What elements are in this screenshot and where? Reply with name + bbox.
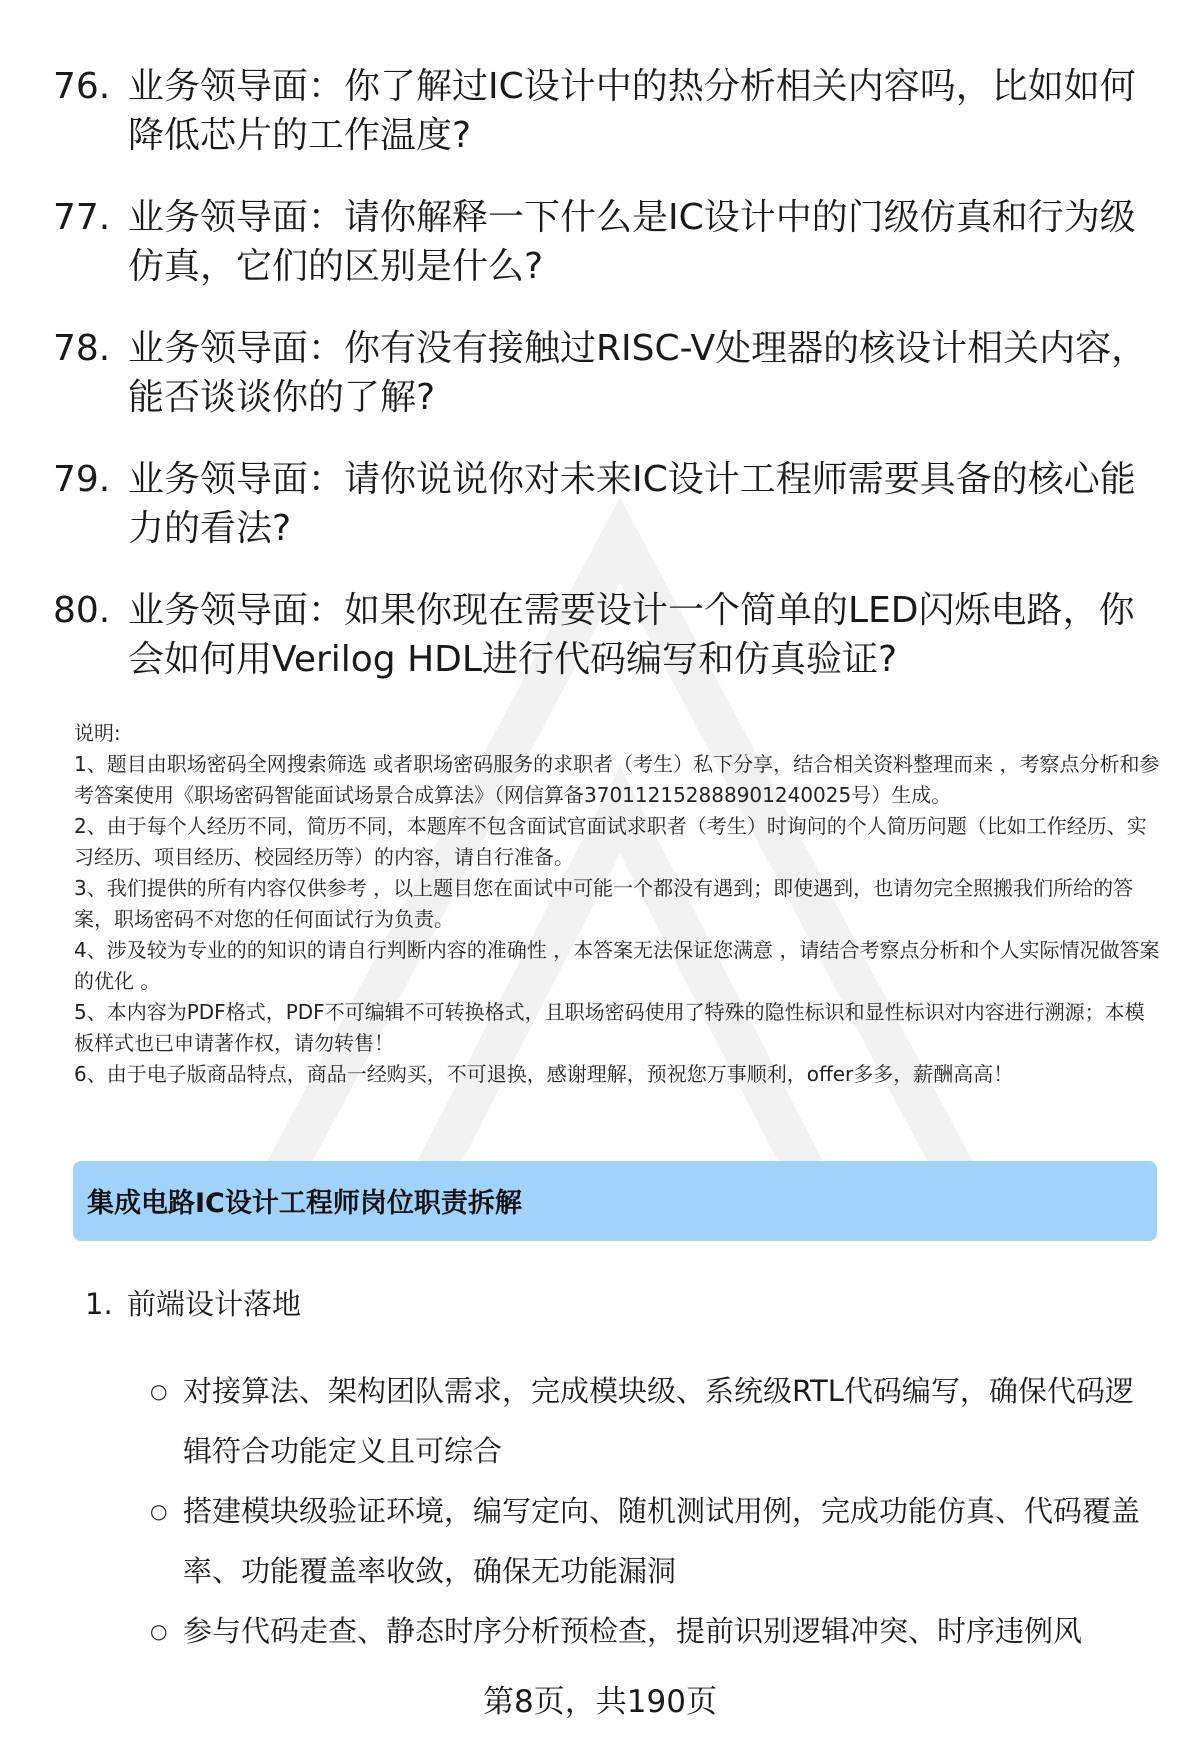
- question-number: 78.: [53, 328, 111, 369]
- question-number: 79.: [53, 459, 111, 500]
- notes-title: 说明:: [74, 721, 121, 745]
- question-item: [53, 324, 1163, 422]
- section-header: [73, 1161, 1157, 1241]
- bullet-item: [150, 1601, 1140, 1661]
- question-text: 业务领导面：请你解释一下什么是IC设计中的门级仿真和行为级仿真，它们的区别是什么?: [128, 197, 1136, 287]
- note-item: 5、本内容为PDF格式，PDF不可编辑不可转换格式，且职场密码使用了特殊的隐性标识和显性标识对内容进行溯源；本模板样式也已申请著作权，请勿转售！: [74, 1000, 1145, 1055]
- question-item: [53, 62, 1163, 160]
- question-text: 业务领导面：请你说说你对未来IC设计工程师需要具备的核心能力的看法?: [128, 459, 1136, 549]
- question-number: 76.: [53, 66, 111, 107]
- page-footer: 第8页，共190页: [483, 1684, 717, 1720]
- note-item: 4、涉及较为专业的的知识的请自行判断内容的准确性 ，本答案无法保证您满意 ，请结合考察点分析和个人实际情况做答案的优化 。: [74, 938, 1160, 993]
- note-item: 1、题目由职场密码全网搜索筛选 或者职场密码服务的求职者（考生）私下分享，结合相关资料整理而来 ，考察点分析和参考答案使用《职场密码智能面试场景合成算法》（网信算备370112152888901240025号）生成。: [74, 752, 1160, 807]
- note-item: 3、我们提供的所有内容仅供参考 ，以上题目您在面试中可能一个都没有遇到；即使遇到，也请勿完全照搬我们所给的答案，职场密码不对您的任何面试行为负责。: [74, 876, 1134, 931]
- bullet-circle-icon: ○: [150, 1379, 168, 1403]
- note-item: 6、由于电子版商品特点，商品一经购买，不可退换，感谢理解，预祝您万事顺利，offer多多，薪酬高高！: [74, 1062, 1014, 1086]
- bullet-text: 搭建模块级验证环境，编写定向、随机测试用例，完成功能仿真、代码覆盖率、功能覆盖率收敛，确保无功能漏洞: [183, 1494, 1141, 1588]
- bullet-item: [150, 1481, 1140, 1601]
- bullet-circle-icon: ○: [150, 1499, 168, 1523]
- notes-block: [74, 718, 1164, 1090]
- bullet-circle-icon: ○: [150, 1619, 168, 1643]
- question-number: 80.: [53, 590, 111, 631]
- bullet-item: [150, 1361, 1140, 1481]
- question-text: 业务领导面：你了解过IC设计中的热分析相关内容吗，比如如何降低芯片的工作温度?: [128, 66, 1136, 156]
- bullet-text: 参与代码走查、静态时序分析预检查，提前识别逻辑冲突、时序违例风: [183, 1614, 1083, 1648]
- section-title-text: 前端设计落地: [127, 1287, 302, 1321]
- question-number: 77.: [53, 197, 111, 238]
- question-text: 业务领导面：如果你现在需要设计一个简单的LED闪烁电路，你会如何用Verilog HDL进行代码编写和仿真验证?: [128, 590, 1135, 680]
- question-item: [53, 586, 1163, 684]
- question-text: 业务领导面：你有没有接触过RISC-V处理器的核设计相关内容，能否谈谈你的了解?: [128, 328, 1148, 418]
- question-item: [53, 455, 1163, 553]
- section-number: 1.: [85, 1287, 113, 1321]
- section-header-title: 集成电路IC设计工程师岗位职责拆解: [87, 1188, 522, 1219]
- section-title: [85, 1282, 301, 1323]
- note-item: 2、由于每个人经历不同，简历不同，本题库不包含面试官面试求职者（考生）时询问的个人简历问题（比如工作经历、实习经历、项目经历、校园经历等）的内容，请自行准备。: [74, 814, 1147, 869]
- question-item: [53, 193, 1163, 291]
- bullet-text: 对接算法、架构团队需求，完成模块级、系统级RTL代码编写，确保代码逻辑符合功能定义且可综合: [183, 1374, 1134, 1468]
